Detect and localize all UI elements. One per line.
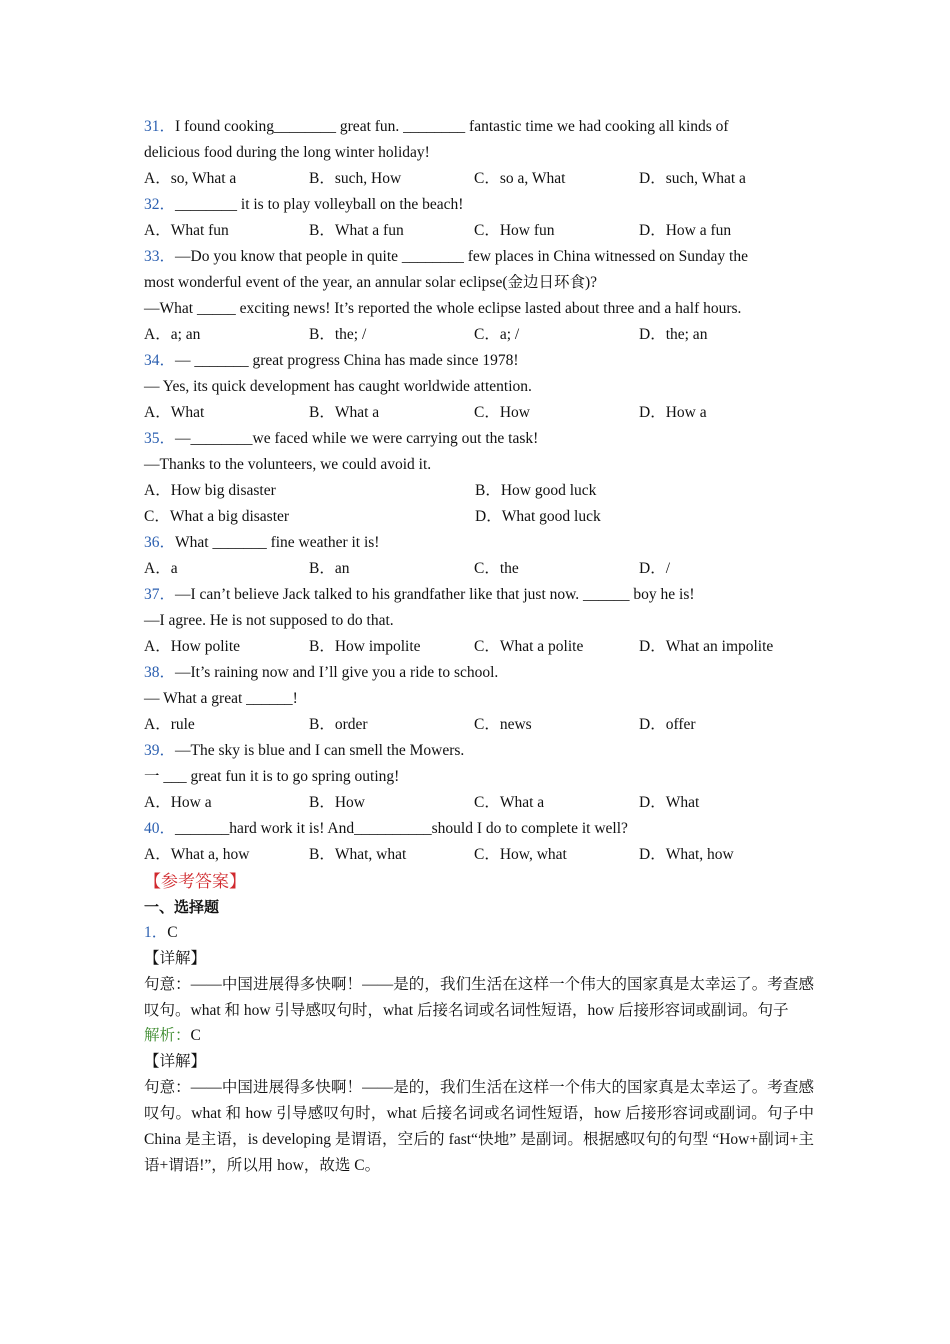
option-b: B．How good luck <box>475 482 597 499</box>
option-b: B．What, what <box>309 846 407 863</box>
options-row <box>144 166 814 192</box>
explanation-paragraph: 句意：——中国进展得多快啊！——是的，我们生活在这样一个伟大的国家真是太幸运了。考查感叹句。what 和 how 引导感叹句时，what 后接名词或名词性短语，how 后接形容词或副词。句子 <box>144 976 814 1019</box>
options-row <box>144 400 814 426</box>
options-row <box>144 218 814 244</box>
question-number: 40． <box>144 820 176 837</box>
jiexi-label: 解析： <box>144 1027 191 1045</box>
question-list <box>144 114 814 868</box>
answer-value: C <box>167 924 178 941</box>
question-number: 32． <box>144 196 176 213</box>
option-d: D．What good luck <box>475 508 601 525</box>
explanation-paragraph-2: 句意：——中国进展得多快啊！——是的，我们生活在这样一个伟大的国家真是太幸运了。考查感叹句。what 和 how 引导感叹句时，what 后接名词或名词性短语，how 后接形容词或副词。句子中 China 是主语，is developing 是谓语，空后的 fast“快地” 是副词。根据感叹句的句型 “How+副词+主语+谓语!”，所以用 how，故选 C。 <box>144 1079 814 1174</box>
option-d: D．How a <box>639 404 707 421</box>
option-d: D．such, What a <box>639 170 746 187</box>
option-d: D．offer <box>639 716 696 733</box>
question-number: 39． <box>144 742 176 759</box>
detail-label: 【详解】 <box>144 950 207 967</box>
question-text: —It’s raining now and I’ll give you a ride to school. <box>175 664 499 681</box>
question-number: 38． <box>144 664 176 681</box>
question-text: ________ it is to play volleyball on the beach! <box>175 196 464 213</box>
option-a: A．rule <box>144 716 195 733</box>
question-text: most wonderful event of the year, an annular solar eclipse(金边日环食)? <box>144 274 598 291</box>
option-b: B．What a fun <box>309 222 404 239</box>
option-d: D．What an impolite <box>639 638 774 655</box>
option-b: B．order <box>309 716 368 733</box>
question-text: delicious food during the long winter holiday! <box>144 144 430 161</box>
option-b: B．the; / <box>309 326 367 343</box>
question-text: 一 ___ great fun it is to go spring outing! <box>144 768 400 785</box>
question-text: —________we faced while we were carrying out the task! <box>175 430 539 447</box>
option-c: C．What a big disaster <box>144 508 290 525</box>
question-number: 33． <box>144 248 176 265</box>
answer-section-title: 【参考答案】 <box>144 872 246 891</box>
option-c: C．news <box>474 716 532 733</box>
question-line <box>144 244 814 270</box>
options-row <box>144 556 814 582</box>
question-line <box>144 192 814 218</box>
option-a: A．so, What a <box>144 170 237 187</box>
option-c: C．What a polite <box>474 638 584 655</box>
option-d: D．the; an <box>639 326 708 343</box>
option-d: D．What <box>639 794 700 811</box>
question-text: —I agree. He is not supposed to do that. <box>144 612 394 629</box>
answer-number: 1． <box>144 924 168 941</box>
option-d: D．How a fun <box>639 222 732 239</box>
document-content <box>144 114 814 1178</box>
question-line <box>144 140 814 166</box>
question-text: —Thanks to the volunteers, we could avoid it. <box>144 456 432 473</box>
question-text: —I can’t believe Jack talked to his grandfather like that just now. ______ boy he is! <box>175 586 695 603</box>
question-line <box>144 348 814 374</box>
jiexi-line <box>144 1023 814 1049</box>
question-line <box>144 764 814 790</box>
option-a: A．What a, how <box>144 846 250 863</box>
question-line <box>144 452 814 478</box>
option-c: C．How <box>474 404 530 421</box>
question-line <box>144 738 814 764</box>
question-text: — _______ great progress China has made since 1978! <box>175 352 519 369</box>
question-text: —The sky is blue and I can smell the Mowers. <box>175 742 465 759</box>
option-a: A．How polite <box>144 638 241 655</box>
option-c: C．a; / <box>474 326 520 343</box>
option-c: C．the <box>474 560 519 577</box>
option-b: B．What a <box>309 404 380 421</box>
question-text: —What _____ exciting news! It’s reported the whole eclipse lasted about three and a half hours. <box>144 300 742 317</box>
detail-label-2: 【详解】 <box>144 1053 207 1071</box>
question-text: What _______ fine weather it is! <box>175 534 380 551</box>
option-a: A．What <box>144 404 205 421</box>
question-number: 35． <box>144 430 176 447</box>
options-row <box>144 504 814 530</box>
option-a: A．What fun <box>144 222 229 239</box>
option-c: C．How fun <box>474 222 555 239</box>
option-c: C．How, what <box>474 846 567 863</box>
question-line <box>144 270 814 296</box>
option-b: B．How <box>309 794 365 811</box>
option-c: C．What a <box>474 794 545 811</box>
option-b: B．How impolite <box>309 638 421 655</box>
question-text: I found cooking________ great fun. ________ fantastic time we had cooking all kinds of <box>175 118 729 135</box>
question-number: 31． <box>144 118 176 135</box>
question-line <box>144 660 814 686</box>
option-a: A．a; an <box>144 326 201 343</box>
question-text: _______hard work it is! And__________should I do to complete it well? <box>175 820 628 837</box>
question-number: 36． <box>144 534 176 551</box>
question-line <box>144 530 814 556</box>
option-b: B．an <box>309 560 350 577</box>
question-line <box>144 426 814 452</box>
option-c: C．so a, What <box>474 170 566 187</box>
option-d: D．/ <box>639 560 671 577</box>
options-row <box>144 790 814 816</box>
options-row <box>144 712 814 738</box>
question-line <box>144 582 814 608</box>
option-b: B．such, How <box>309 170 402 187</box>
question-line <box>144 816 814 842</box>
question-line <box>144 114 814 140</box>
question-line <box>144 686 814 712</box>
jiexi-answer: C <box>190 1027 201 1045</box>
question-text: —Do you know that people in quite ________ few places in China witnessed on Sunday the <box>175 248 748 265</box>
question-line <box>144 608 814 634</box>
question-line <box>144 296 814 322</box>
option-a: A．a <box>144 560 178 577</box>
option-a: A．How big disaster <box>144 482 276 499</box>
question-number: 37． <box>144 586 176 603</box>
options-row <box>144 322 814 348</box>
options-row <box>144 634 814 660</box>
option-a: A．How a <box>144 794 212 811</box>
options-row <box>144 478 814 504</box>
question-text: — What a great ______! <box>144 690 298 707</box>
section-heading: 一、选择题 <box>144 898 220 916</box>
option-d: D．What, how <box>639 846 734 863</box>
question-line <box>144 374 814 400</box>
options-row <box>144 842 814 868</box>
question-number: 34． <box>144 352 176 369</box>
question-text: — Yes, its quick development has caught worldwide attention. <box>144 378 532 395</box>
answer-item <box>144 920 814 946</box>
